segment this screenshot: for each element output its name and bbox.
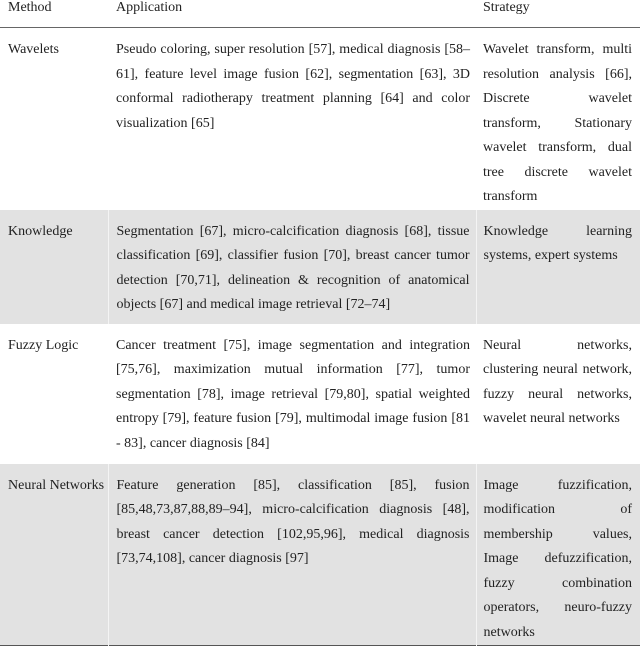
header-row (0, 0, 640, 28)
strategy-cell: Image fuzzification, modification of membership values, Image defuzzification, fuzzy combination operators, neuro-fuzzy networks (476, 464, 640, 646)
header-strategy: Strategy (483, 0, 530, 15)
table-row (0, 324, 640, 464)
application-cell: Segmentation [67], micro-calcification diagnosis [68], tissue classification [69], classifier fusion [70], breast cancer tumor detection [70,71], delineation & recognition of anatomical objects [67] and medical image retrieval [72–74] (108, 210, 476, 324)
strategy-cell: Neural networks, clustering neural network, fuzzy neural networks, wavelet neural networks (483, 337, 632, 426)
strategy-cell: Wavelet transform, multi resolution analysis [66], Discrete wavelet transform, Stationary wavelet transform, dual tree discrete wavelet transform (483, 42, 632, 204)
method-cell: Fuzzy Logic (8, 337, 79, 353)
strategy-cell: Knowledge learning systems, expert systems (476, 210, 640, 324)
header-application: Application (116, 0, 183, 15)
application-cell: Pseudo coloring, super resolution [57], medical diagnosis [58–61], feature level image fusion [62], segmentation [63], 3D conformal radiotherapy treatment planning [64] and color visualization [65] (116, 42, 470, 131)
method-cell: Wavelets (8, 42, 59, 57)
application-cell: Cancer treatment [75], image segmentation and integration [75,76], maximization mutual information [77], tumor segmentation [78], image retrieval [79,80], spatial weighted entropy [79], feature fusion [79], multimodal image fusion [81 - 83], cancer diagnosis [84] (116, 337, 470, 451)
method-cell: Knowledge (0, 210, 108, 324)
header-method: Method (8, 0, 52, 15)
table-row (0, 464, 640, 646)
table-row (0, 210, 640, 324)
table-row (0, 28, 640, 210)
application-cell: Feature generation [85], classification [85], fusion [85,48,73,87,88,89–94], micro-calcification diagnosis [48], breast cancer detection [102,95,96], medical diagnosis [73,74,108], cancer diagnosis [97] (108, 464, 476, 646)
method-cell: Neural Networks (0, 464, 108, 646)
